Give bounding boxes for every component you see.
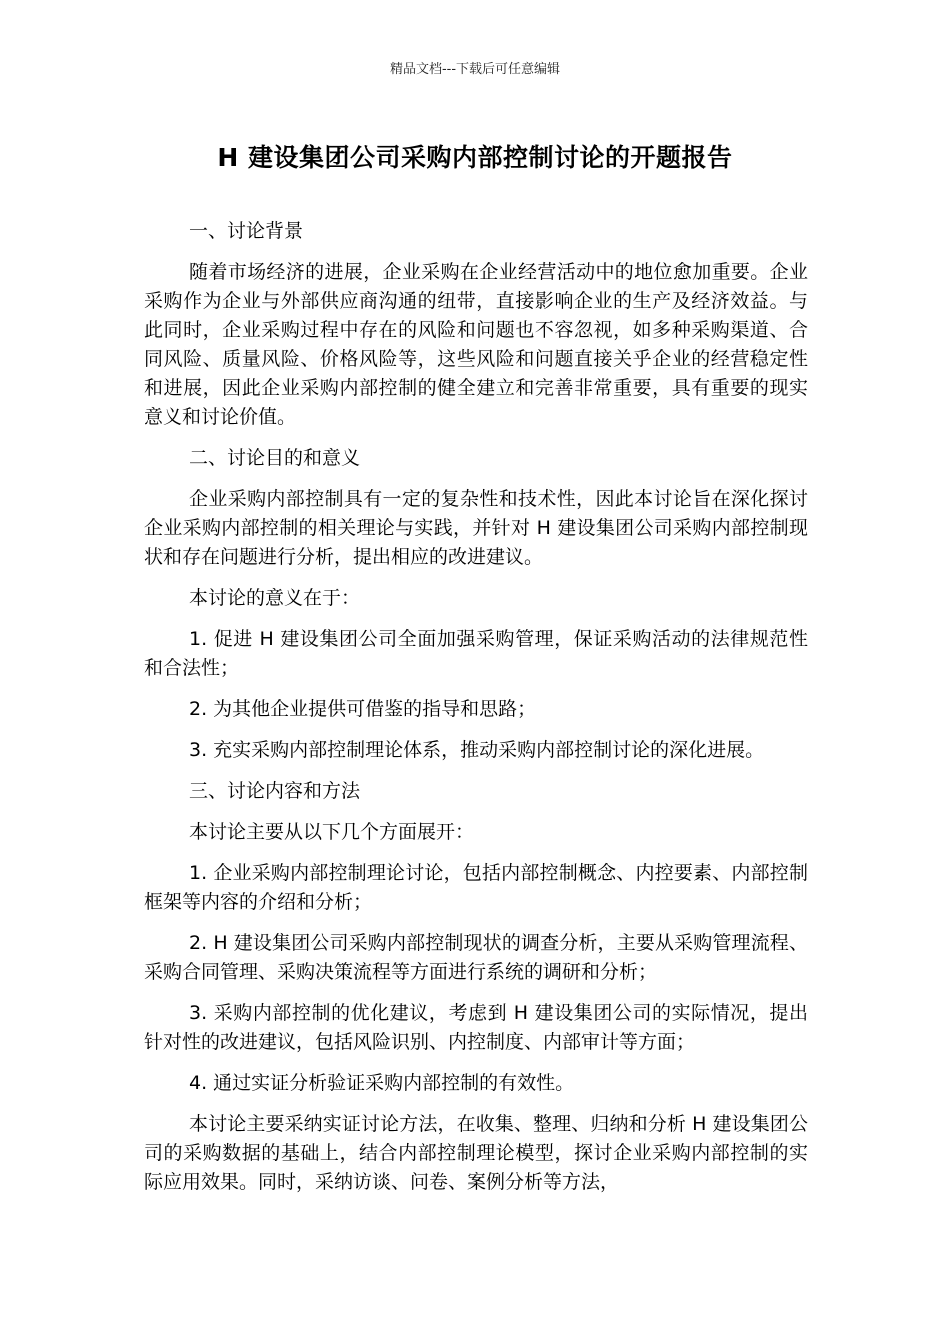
list-item-content-1: 1. 企业采购内部控制理论讨论，包括内部控制概念、内控要素、内部控制框架等内容的介绍和分析； — [144, 862, 808, 913]
paragraph-significance-intro: 本讨论的意义在于： — [189, 587, 361, 609]
paragraph-method: 本讨论主要采纳实证讨论方法，在收集、整理、归纳和分析 H 建设集团公司的采购数据的基础上，结合内部控制理论模型，探讨企业采购内部控制的实际应用效果。同时，采纳访谈、问卷、案例分析等方法， — [144, 1113, 808, 1193]
document-body — [144, 217, 808, 1209]
document-title: H 建设集团公司采购内部控制讨论的开题报告 — [217, 143, 733, 172]
list-item-significance-2: 2. 为其他企业提供可借鉴的指导和思路； — [189, 698, 537, 720]
page-header: 精品文档---下载后可任意编辑 — [389, 62, 561, 77]
list-item-significance-3: 3. 充实采购内部控制理论体系，推动采购内部控制讨论的深化进展。 — [189, 739, 765, 761]
section-heading-content-method: 三、讨论内容和方法 — [189, 780, 361, 802]
section-heading-background: 一、讨论背景 — [189, 220, 304, 242]
paragraph-background: 随着市场经济的进展，企业采购在企业经营活动中的地位愈加重要。企业采购作为企业与外部供应商沟通的纽带，直接影响企业的生产及经济效益。与此同时，企业采购过程中存在的风险和问题也不容忽视，如多种采购渠道、合同风险、质量风险、价格风险等，这些风险和问题直接关乎企业的经营稳定性和进展，因此企业采购内部控制的健全建立和完善非常重要，具有重要的现实意义和讨论价值。 — [144, 261, 808, 428]
paragraph-content-intro: 本讨论主要从以下几个方面展开： — [189, 821, 475, 843]
list-item-content-2: 2. H 建设集团公司采购内部控制现状的调查分析，主要从采购管理流程、采购合同管理、采购决策流程等方面进行系统的调研和分析； — [144, 932, 808, 983]
list-item-significance-1: 1. 促进 H 建设集团公司全面加强采购管理，保证采购活动的法律规范性和合法性； — [144, 628, 808, 679]
paragraph-purpose: 企业采购内部控制具有一定的复杂性和技术性，因此本讨论旨在深化探讨企业采购内部控制的相关理论与实践，并针对 H 建设集团公司采购内部控制现状和存在问题进行分析，提出相应的改进建议。 — [144, 488, 808, 568]
list-item-content-3: 3. 采购内部控制的优化建议，考虑到 H 建设集团公司的实际情况，提出针对性的改进建议，包括风险识别、内控制度、内部审计等方面； — [144, 1002, 808, 1053]
section-heading-purpose: 二、讨论目的和意义 — [189, 447, 361, 469]
list-item-content-4: 4. 通过实证分析验证采购内部控制的有效性。 — [189, 1072, 575, 1094]
